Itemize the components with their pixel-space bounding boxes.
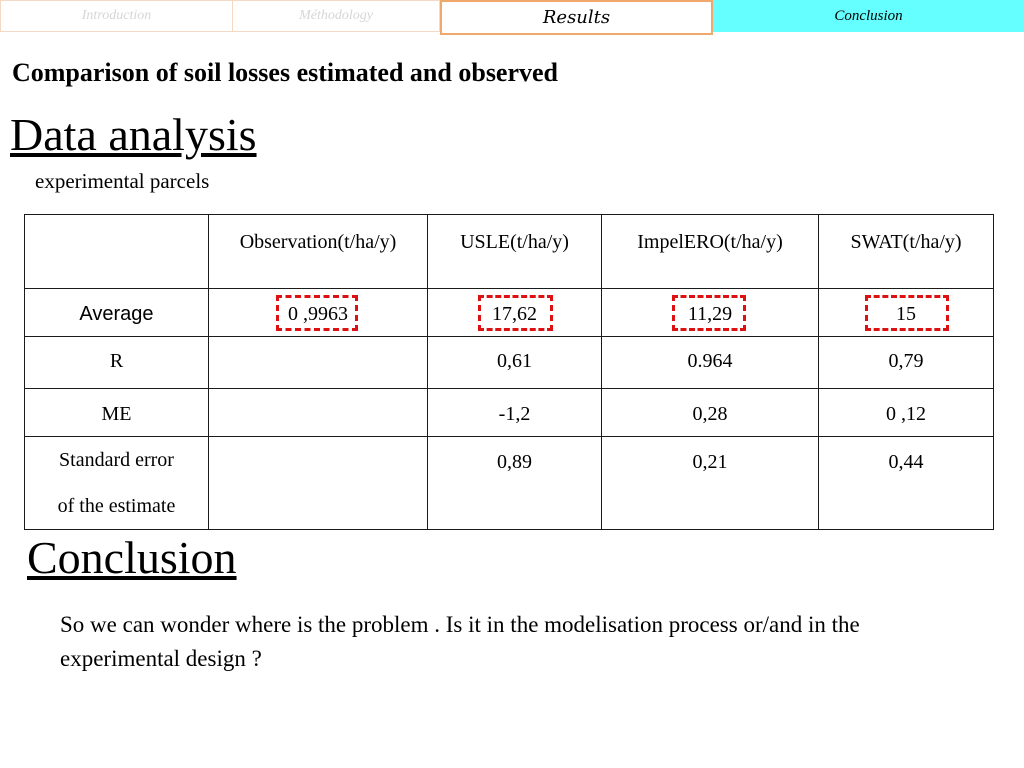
cell-value: 15 [896, 303, 916, 325]
conclusion-text: So we can wonder where is the problem . Is it in the modelisation process or/and in the experimental design ? [60, 612, 860, 671]
cell-value: 11,29 [687, 303, 733, 325]
table-row [25, 389, 994, 437]
tab-conclusion[interactable]: Conclusion [713, 0, 1024, 32]
table-cell: 0 ,12 [819, 389, 994, 437]
row-label: ME [25, 389, 209, 437]
table-cell: 0,89 [428, 437, 602, 530]
table-cell: 0,61 [428, 337, 602, 389]
highlight-box [672, 295, 746, 331]
table-cell [428, 289, 602, 337]
row-label-line: of the estimate [57, 495, 176, 517]
cell-value: 0 ,9963 [288, 303, 348, 325]
row-label [25, 437, 209, 530]
slide-title: Comparison of soil losses estimated and observed [12, 58, 559, 87]
table-header-row [25, 215, 994, 289]
section-nav [0, 0, 1024, 34]
highlight-box [276, 295, 358, 331]
header-cell: SWAT(t/ha/y) [819, 215, 994, 289]
table-cell [819, 289, 994, 337]
header-cell: Observation(t/ha/y) [209, 215, 428, 289]
table-row [25, 337, 994, 389]
comparison-table [24, 214, 993, 528]
cell-value: 17,62 [492, 303, 537, 325]
header-cell: USLE(t/ha/y) [428, 215, 602, 289]
row-label: Average [25, 289, 209, 337]
highlight-box [478, 295, 553, 331]
row-label-line: Standard error [59, 449, 174, 471]
highlight-box [865, 295, 949, 331]
row-label: R [25, 337, 209, 389]
table-cell: 0,28 [602, 389, 819, 437]
table-cell [209, 289, 428, 337]
table-cell [209, 337, 428, 389]
table-cell: 0.964 [602, 337, 819, 389]
tab-results[interactable]: Results [440, 0, 713, 35]
tab-methodology[interactable]: Méthodology [233, 0, 440, 32]
conclusion-heading: Conclusion [27, 532, 237, 583]
table-cell [209, 437, 428, 530]
table-cell: 0,44 [819, 437, 994, 530]
table-row [25, 437, 994, 530]
table-cell [602, 289, 819, 337]
table-cell: -1,2 [428, 389, 602, 437]
header-cell: ImpelERO(t/ha/y) [602, 215, 819, 289]
data-analysis-heading: Data analysis [10, 109, 257, 160]
tab-introduction[interactable]: Introduction [0, 0, 233, 32]
table-cell: 0,79 [819, 337, 994, 389]
table-row [25, 289, 994, 337]
table-cell [209, 389, 428, 437]
table-cell: 0,21 [602, 437, 819, 530]
subtitle: experimental parcels [35, 169, 210, 193]
header-cell-empty [25, 215, 209, 289]
